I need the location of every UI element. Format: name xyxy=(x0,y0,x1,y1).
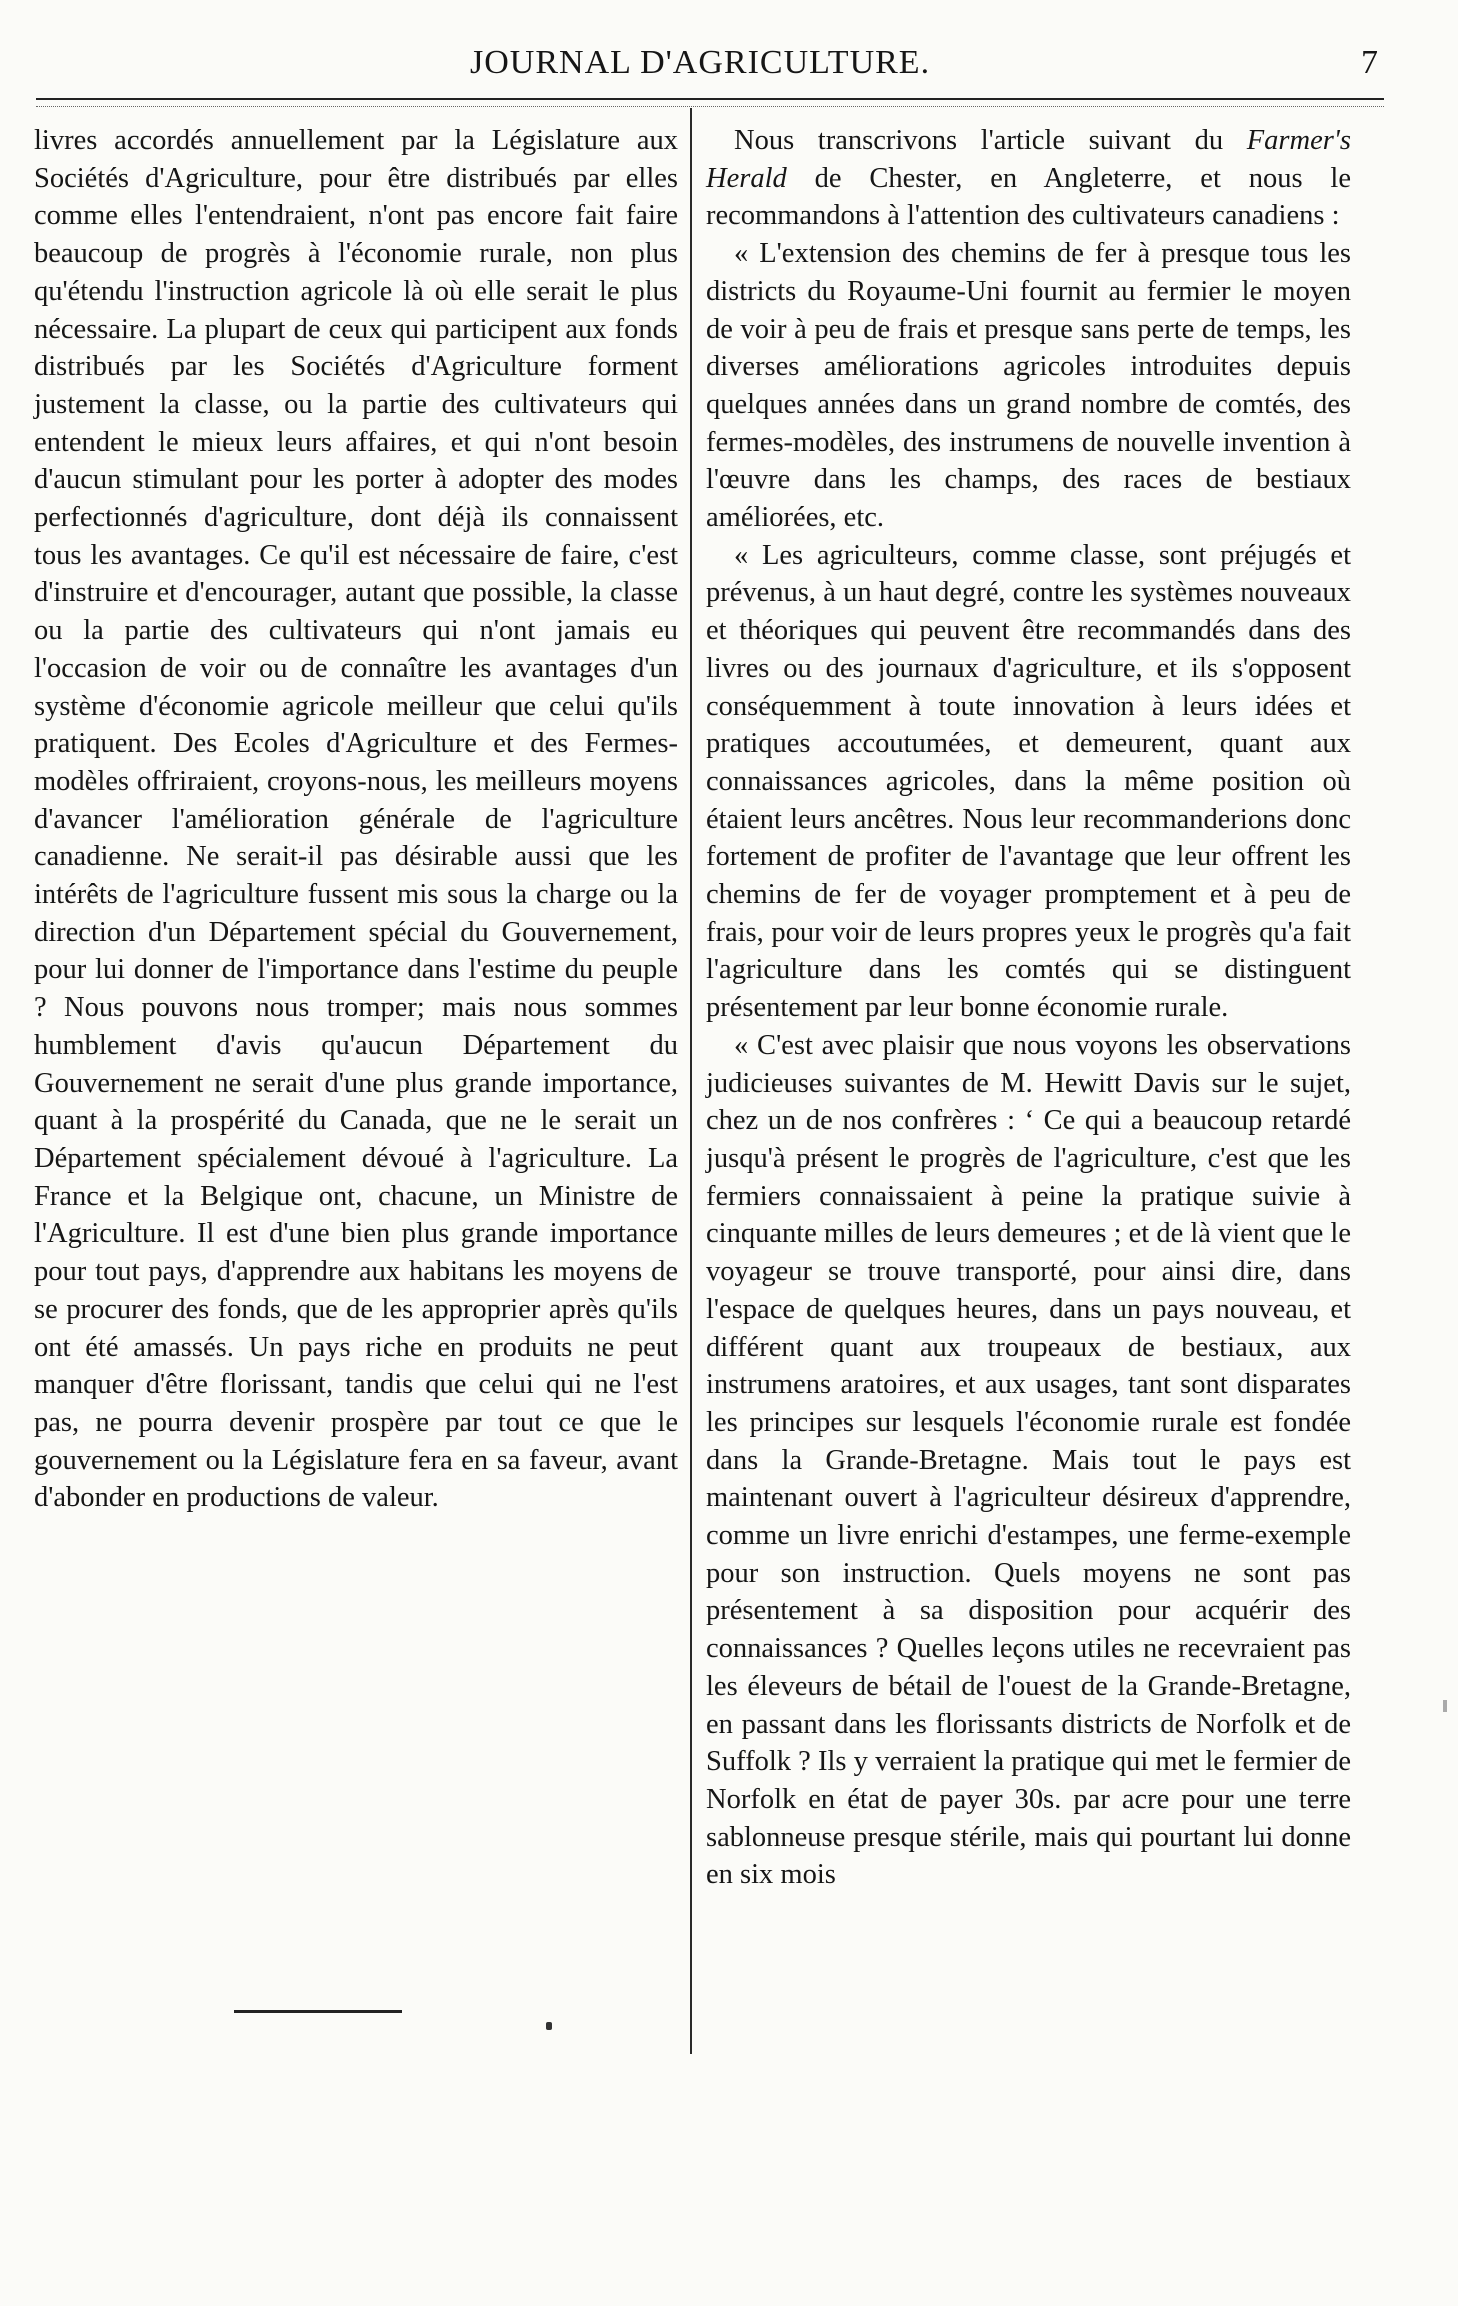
section-end-rule xyxy=(234,2010,402,2013)
column-divider xyxy=(690,108,692,2054)
page-header xyxy=(36,44,1386,96)
quote-paragraph-1: « L'extension des chemins de fer à presque tous les districts du Royaume-Uni fournit au fermier le moyen de voir à peu de frais et presque sans perte de temps, les diverses améliorations agricoles introduites depuis quelques années dans un grand nombre de comtés, des fermes-modèles, des instrumens de nouvelle invention à l'œuvre dans les champs, des races de bestiaux améliorées, etc. xyxy=(706,238,1351,534)
quote-paragraph-2: « Les agriculteurs, comme classe, sont préjugés et prévenus, à un haut degré, contre les systèmes nouveaux et théoriques qui peuvent être recommandés dans des livres ou des journaux d'agriculture, et ils s'opposent conséquemment à toute innovation à leurs idées et pratiques accoutumées, et demeurent, quant aux connaissances agricoles, dans la même position où étaient leurs ancêtres. Nous leur recommanderions donc fortement de profiter de l'avantage que leur offrent les chemins de fer de voyager promptement et à peu de frais, pour voir de leurs propres yeux le progrès qu'a fait l'agriculture dans les comtés qui se distinguent présentement par leur bonne économie rurale. xyxy=(706,539,1351,1024)
left-paragraph: livres accordés annuellement par la Législature aux Sociétés d'Agriculture, pour être distribués par elles comme elles l'entendraient, n'ont pas encore fait faire beaucoup de progrès à l'économie rurale, non plus qu'étendu l'instruction agricole là où elle serait le plus nécessaire. La plupart de ceux qui participent aux fonds distribués par les Sociétés d'Agriculture forment justement la classe, ou la partie des cultivateurs qui entendent le mieux leurs affaires, et qui n'ont besoin d'aucun stimulant pour les porter à adopter des modes perfectionnés d'agriculture, dont déjà ils connaissent tous les avantages. Ce qu'il est nécessaire de faire, c'est d'instruire et d'encourager, autant que possible, la classe ou la partie des cultivateurs qui n'ont jamais eu l'occasion de voir ou de connaître les avantages d'un système d'économie agricole meilleur que celui qu'ils pratiquent. Des Ecoles d'Agriculture et des Fermes-modèles offriraient, croyons-nous, les meilleurs moyens d'avancer l'amélioration générale de l'agriculture canadienne. Ne serait-il pas désirable aussi que les intérêts de l'agriculture fussent mis sous la charge ou la direction d'un Département spécial du Gouvernement, pour lui donner de l'importance dans l'estime du peuple ? Nous pouvons nous tromper; mais nous sommes humblement d'avis qu'aucun Département du Gouvernement ne serait d'une plus grande importance, quant à la prospérité du Canada, que ne le serait un Département spécialement dévoué à l'agriculture. La France et la Belgique ont, chacune, un Ministre de l'Agriculture. Il est d'une bien plus grande importance pour tout pays, d'apprendre aux habitans les moyens de se procurer des fonds, que de les approprier après qu'ils ont été amassés. Un pays riche en produits ne peut manquer d'être florissant, tandis que celui qui ne l'est pas, ne pourra devenir prospère par tout ce que le gouvernement ou la Législature fera en sa faveur, avant d'abonder en productions de valeur. xyxy=(34,125,678,1514)
journal-title: JOURNAL D'AGRICULTURE. xyxy=(470,44,931,81)
page-edge-mark xyxy=(1443,1700,1447,1712)
header-rule-dotted xyxy=(36,106,1384,107)
source-title: Farmer's Herald xyxy=(706,125,1351,194)
header-rule xyxy=(36,98,1384,100)
intro-paragraph xyxy=(706,122,1351,235)
left-column xyxy=(34,122,678,1517)
quote-paragraph-3: « C'est avec plaisir que nous voyons les observations judicieuses suivantes de M. Hewitt Davis sur le sujet, chez un de nos confrères : ‘ Ce qui a beaucoup retardé jusqu'à présent le progrès de l'agriculture, c'est que les fermiers connaissaient à peine la pratique suivie à cinquante milles de leurs demeures ; et de là vient que le voyageur se trouve transporté, pour ainsi dire, dans l'espace de quelques heures, dans un pays nouveau, et différent quant aux troupeaux de bestiaux, aux instrumens aratoires, et aux usages, tant sont disparates les principes sur lesquels l'économie rurale est fondée dans la Grande-Bretagne. Mais tout le pays est maintenant ouvert à l'agriculteur désireux d'apprendre, comme un livre enrichi d'estampes, une ferme-exemple pour son instruction. Quels moyens ne sont pas présentement à sa disposition pour acquérir des connaissances ? Quelles leçons utiles ne recevraient pas les éleveurs de bétail de l'ouest de la Grande-Bretagne, en passant dans les florissants districts de Norfolk et de Suffolk ? Ils y verraient la pratique qui met le fermier de Norfolk en état de payer 30s. par acre pour une terre sablonneuse presque stérile, mais qui pourtant lui donne en six mois xyxy=(706,1029,1351,1891)
intro-text-before: Nous transcrivons l'article suivant du xyxy=(734,125,1247,156)
ink-dot xyxy=(546,2022,552,2030)
intro-text-after: de Chester, en Angleterre, et nous le recommandons à l'attention des cultivateurs canadiens : xyxy=(706,162,1351,232)
page-number: 7 xyxy=(1361,44,1378,81)
right-column xyxy=(706,122,1351,1894)
